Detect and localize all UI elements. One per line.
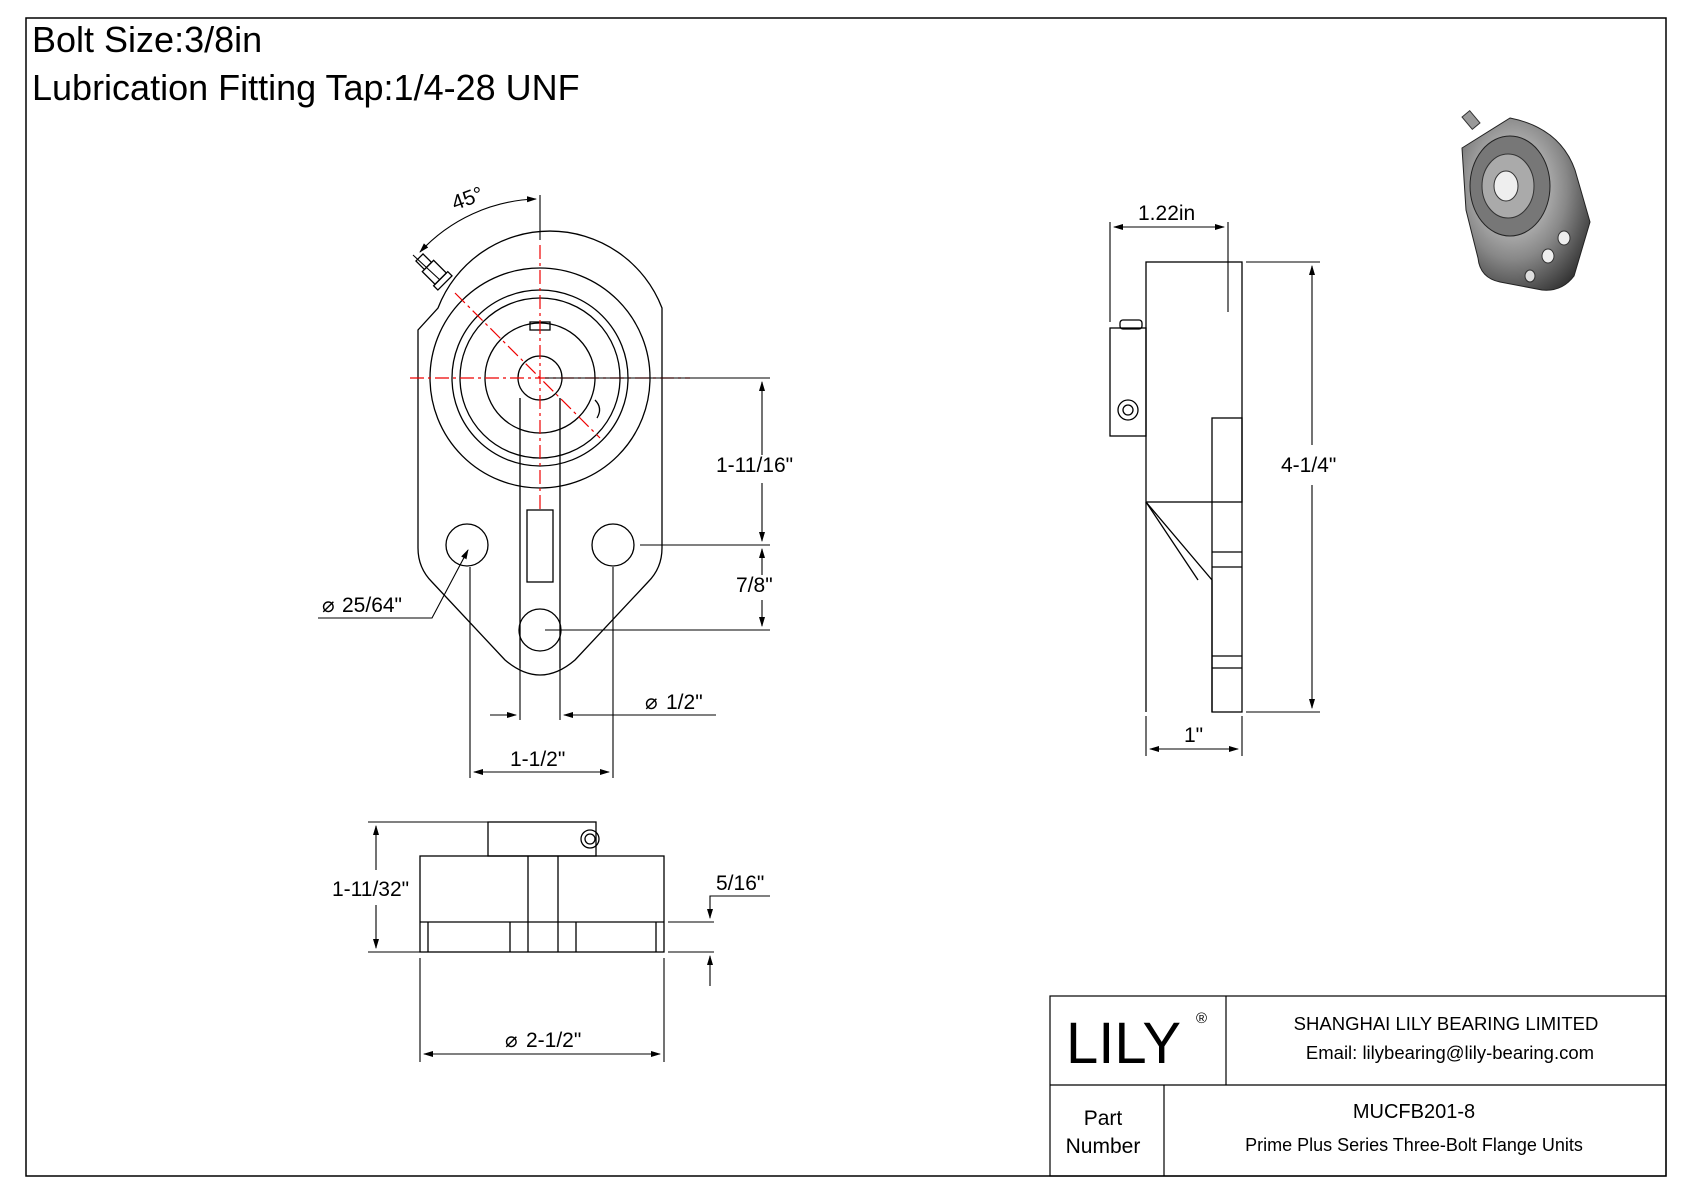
front-view <box>412 231 662 675</box>
bottom-view <box>420 822 664 952</box>
top-width-dim: 1.22in <box>1138 202 1196 225</box>
flange-thickness-dim: 5/16" <box>716 872 765 895</box>
company-name: SHANGHAI LILY BEARING LIMITED <box>1293 1013 1599 1034</box>
company-email: Email: lilybearing@lily-bearing.com <box>1305 1042 1595 1063</box>
sheet-border <box>26 18 1666 1176</box>
bolt-offset-dim: 7/8" <box>736 574 773 597</box>
housing-body <box>420 856 664 952</box>
isometric-thumbnail <box>1462 111 1590 291</box>
lubrication-label: Lubrication Fitting Tap:1/4-28 UNF <box>32 67 580 108</box>
housing-dia-symbol: ⌀ <box>505 1029 518 1052</box>
locking-collar <box>488 822 596 856</box>
bolt-hole-left <box>446 524 488 566</box>
registered-mark: ® <box>1196 1010 1208 1027</box>
part-label: Part <box>1083 1107 1123 1130</box>
number-label: Number <box>1065 1135 1141 1158</box>
bolt-hole-dia-symbol: ⌀ <box>322 594 335 617</box>
angle-dim: 45° <box>448 182 487 216</box>
housing-dia-dim: 2-1/2" <box>526 1029 582 1052</box>
bottom-dim-texts <box>332 872 764 1052</box>
side-height-dim: 4-1/4" <box>1281 454 1337 477</box>
part-description: Prime Plus Series Three-Bolt Flange Units <box>1245 1135 1583 1155</box>
bolt-size-label: Bolt Size:3/8in <box>32 19 263 60</box>
bolt-hole-dia-dim: 25/64" <box>342 594 403 617</box>
set-screw <box>595 400 600 418</box>
bolt-spacing-dim: 1-1/2" <box>510 748 566 771</box>
grease-fitting <box>412 250 452 290</box>
slot-width-dim: 1/2" <box>666 691 703 714</box>
side-dim-texts <box>1138 202 1336 747</box>
center-height-dim: 1-11/16" <box>716 454 794 477</box>
bolt-hole-right <box>592 524 634 566</box>
base-width-dim: 1" <box>1184 724 1204 747</box>
overall-height-dim: 1-11/32" <box>332 878 410 901</box>
side-view <box>1110 262 1242 712</box>
part-number: MUCFB201-8 <box>1352 1101 1476 1123</box>
slot <box>527 510 553 582</box>
front-dim-texts <box>322 183 793 771</box>
slot-width-symbol: ⌀ <box>645 691 658 714</box>
lily-logo: LILY <box>1066 1011 1182 1076</box>
side-dimensions <box>1110 222 1320 756</box>
